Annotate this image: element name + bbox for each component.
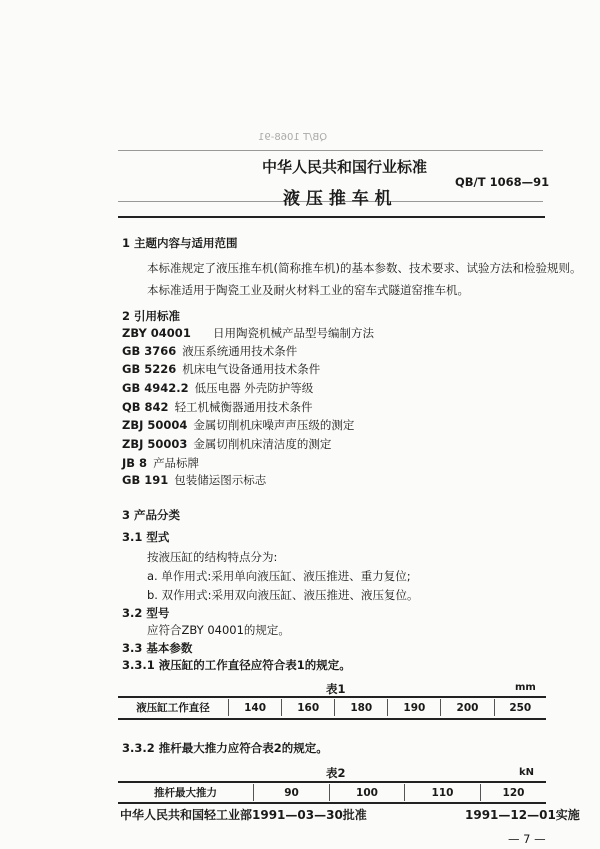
section-3-3: 3.3 基本参数	[122, 641, 193, 655]
table-cell: 180	[335, 699, 388, 716]
paragraph: 本标准规定了液压推车机(简称推车机)的基本参数、技术要求、试验方法和检验规则。	[147, 261, 582, 275]
reference-code: JB 8	[122, 456, 148, 470]
paragraph: 按液压缸的结构特点分为:	[147, 550, 278, 564]
paragraph: 应符合ZBY 04001的规定。	[147, 623, 290, 637]
table2-caption: 表2	[326, 766, 346, 780]
table-cell: 190	[388, 699, 441, 716]
reference-title: 低压电器 外壳防护等级	[194, 381, 314, 395]
list-item: b. 双作用式:采用双向液压缸、液压推进、液压复位。	[147, 588, 419, 602]
paragraph: 本标准适用于陶瓷工业及耐火材料工业的窑车式隧道窑推车机。	[147, 283, 469, 297]
section-3-3-1: 3.3.1 液压缸的工作直径应符合表1的规定。	[122, 658, 351, 672]
reference-title: 日用陶瓷机械产品型号编制方法	[213, 326, 374, 340]
reference-code: QB 842	[122, 400, 169, 414]
reference-title: 产品标牌	[153, 456, 200, 470]
doc-title: 液 压 推 车 机	[283, 189, 392, 209]
org-title: 中华人民共和国行业标准	[262, 158, 428, 176]
table-cell: 200	[441, 699, 494, 716]
reference-item	[122, 473, 266, 487]
table-2	[118, 784, 546, 801]
reference-code: ZBY 04001	[122, 326, 191, 340]
table-row	[118, 784, 546, 801]
reference-code: GB 4942.2	[122, 381, 189, 395]
section-3-3-2: 3.3.2 推杆最大推力应符合表2的规定。	[122, 741, 328, 755]
table-row	[118, 699, 546, 716]
reference-title: 轻工机械衡器通用技术条件	[174, 400, 313, 414]
reference-title: 液压系统通用技术条件	[182, 344, 298, 358]
section-1-heading: 1 主题内容与适用范围	[122, 236, 238, 250]
reference-item	[122, 437, 331, 451]
table-cell-label: 推杆最大推力	[154, 787, 217, 799]
section-3-heading: 3 产品分类	[122, 508, 181, 522]
table2-unit: kN	[519, 767, 535, 778]
reference-item	[122, 400, 313, 414]
reference-item	[122, 418, 354, 432]
faint-code: QB/T 1068-91	[258, 132, 328, 143]
reference-title: 金属切削机床噪声声压级的测定	[193, 418, 355, 432]
reference-item	[122, 362, 320, 376]
reference-code: ZBJ 50004	[122, 418, 188, 432]
section-3-2: 3.2 型号	[122, 606, 170, 620]
reference-code: GB 3766	[122, 344, 177, 358]
table-cell: 100	[330, 784, 405, 801]
table-cell: 90	[254, 784, 330, 801]
reference-item	[122, 326, 374, 340]
table-1	[118, 699, 546, 716]
reference-code: ZBJ 50003	[122, 437, 188, 451]
reference-title: 包装储运图示标志	[174, 473, 267, 487]
reference-item	[122, 456, 199, 470]
footer-approved: 中华人民共和国轻工业部1991—03—30批准	[120, 808, 367, 822]
reference-title: 金属切削机床清洁度的测定	[193, 437, 332, 451]
table1-caption: 表1	[326, 682, 346, 696]
reference-code: GB 191	[122, 473, 169, 487]
section-3-1: 3.1 型式	[122, 530, 170, 544]
table-cell: 250	[494, 699, 546, 716]
reference-title: 机床电气设备通用技术条件	[182, 362, 321, 376]
list-item: a. 单作用式:采用单向液压缸、液压推进、重力复位;	[147, 569, 411, 583]
table1-unit: mm	[515, 682, 536, 693]
table-cell: 120	[481, 784, 547, 801]
footer-effective: 1991—12—01实施	[465, 808, 580, 822]
reference-item	[122, 381, 313, 395]
table-cell: 160	[282, 699, 335, 716]
standard-number: QB/T 1068—91	[455, 175, 550, 189]
table-cell-label: 液压缸工作直径	[136, 702, 210, 714]
table-cell: 110	[405, 784, 481, 801]
reference-code: GB 5226	[122, 362, 177, 376]
section-2-heading: 2 引用标准	[122, 309, 181, 323]
reference-item	[122, 344, 297, 358]
table-cell: 140	[229, 699, 282, 716]
page-number: — 7 —	[508, 832, 546, 846]
